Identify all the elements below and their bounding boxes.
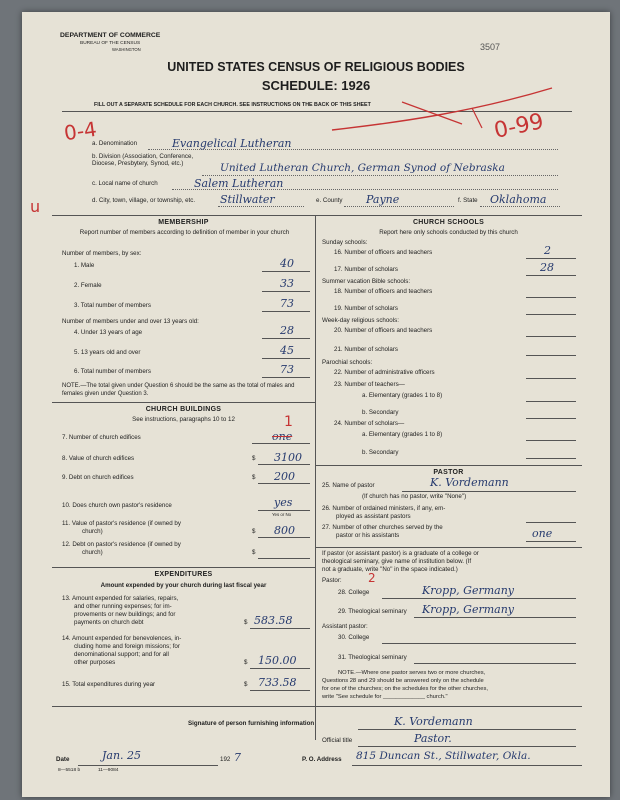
- buildings-title: CHURCH BUILDINGS: [145, 406, 222, 413]
- date-label: Date: [56, 756, 70, 763]
- pastor-name-value: K. Vordemann: [430, 476, 509, 489]
- signature-value: K. Vordemann: [394, 715, 473, 728]
- total-members-label: 3. Total number of members: [74, 302, 151, 309]
- q29-label: 29. Theological seminary: [338, 608, 407, 615]
- bureau-city: WASHINGTON: [112, 47, 141, 52]
- year-prefix: 192: [220, 756, 231, 763]
- edifice-debt-label: 9. Debt on church edifices: [62, 474, 134, 481]
- q16-value: 2: [544, 244, 551, 257]
- membership-title: MEMBERSHIP: [158, 219, 209, 226]
- q25-note: (If church has no pastor, write "None"): [362, 493, 467, 500]
- q27-line1: 27. Number of other churches served by the: [322, 524, 443, 531]
- q24-label: 24. Number of scholars—: [334, 420, 405, 427]
- weekday-schools-label: Week-day religious schools:: [322, 317, 399, 324]
- q17-label: 17. Number of scholars: [334, 266, 398, 273]
- exp13-line4: payments on church debt: [74, 619, 144, 626]
- exp13-line2: and other running expenses; for im-: [74, 603, 172, 610]
- pastor-subhead: Pastor:: [322, 577, 342, 584]
- sunday-schools-label: Sunday schools:: [322, 239, 368, 246]
- form-title: UNITED STATES CENSUS OF RELIGIOUS BODIES: [167, 60, 465, 74]
- residence-value-value: 800: [274, 524, 295, 537]
- q29-value: Kropp, Germany: [422, 603, 515, 616]
- church-name-label: c. Local name of church: [92, 180, 158, 187]
- over-13-label: 5. 13 years old and over: [74, 349, 141, 356]
- q17-value: 28: [540, 261, 554, 274]
- asst-pastor-subhead: Assistant pastor:: [322, 623, 368, 630]
- exp13-value: 583.58: [254, 614, 293, 627]
- exp15-label: 15. Total expenditures during year: [62, 681, 156, 688]
- yes-no-hint: Yes or No: [272, 512, 292, 517]
- buildings-intro: See instructions, paragraphs 10 to 12: [132, 416, 235, 423]
- date-value: Jan. 25: [102, 749, 142, 762]
- denomination-label: a. Denomination: [92, 140, 138, 147]
- q27-line2: pastor or his assistants: [336, 532, 400, 539]
- expenditures-title: EXPENDITURES: [154, 571, 213, 578]
- exp13-line1: 13. Amount expended for salaries, repairs,: [62, 595, 179, 602]
- division-label: b. Division (Association, Conference, Diocese, Presbytery, Synod, etc.): [92, 153, 194, 167]
- q24b-label: b. Secondary: [362, 449, 399, 456]
- exp14-value: 150.00: [258, 654, 297, 667]
- q16-label: 16. Number of officers and teachers: [334, 249, 433, 256]
- po-address-value: 815 Duncan St., Stillwater, Okla.: [356, 750, 531, 762]
- schools-title: CHURCH SCHOOLS: [412, 219, 485, 226]
- grad-line2: theological seminary, give name of institution below. (If: [322, 558, 472, 565]
- exp14-line4: other purposes: [74, 659, 116, 666]
- q28-value: Kropp, Germany: [422, 584, 515, 597]
- parochial-schools-label: Parochial schools:: [322, 359, 373, 366]
- q21-label: 21. Number of scholars: [334, 346, 398, 353]
- church-name-value: Salem Lutheran: [194, 177, 284, 190]
- exp14-line1: 14. Amount expended for benevolences, in-: [62, 635, 182, 642]
- female-label: 2. Female: [74, 282, 102, 289]
- instruction-line: FILL OUT A SEPARATE SCHEDULE FOR EACH CHURCH. SEE INSTRUCTIONS ON THE BACK OF THIS SHEET: [94, 102, 371, 108]
- q22-label: 22. Number of administrative officers: [334, 369, 435, 376]
- pastor-note-2: Questions 28 and 29 should be answered only on the schedule: [322, 678, 484, 684]
- county-label: e. County: [316, 197, 343, 204]
- grad-line1: If pastor (or assistant pastor) is a graduate of a college or: [322, 550, 479, 557]
- pastor-note-3: for one of the churches; on the schedules for the other churches,: [322, 686, 488, 692]
- dollar-8: $: [252, 455, 256, 462]
- under-13-label: 4. Under 13 years of age: [74, 329, 143, 336]
- denomination-value: Evangelical Lutheran: [172, 137, 292, 150]
- corner-number: 3507: [480, 42, 501, 52]
- q24a-label: a. Elementary (grades 1 to 8): [362, 431, 443, 438]
- summer-schools-label: Summer vacation Bible schools:: [322, 278, 411, 285]
- residence-value-label-2: church): [82, 528, 103, 535]
- q23-label: 23. Number of teachers—: [334, 381, 405, 388]
- red-pastor-mark: 2: [368, 571, 376, 585]
- expenditures-intro: Amount expended by your church during last fiscal year: [100, 582, 267, 589]
- q23a-label: a. Elementary (grades 1 to 8): [362, 392, 443, 399]
- red-strike-marks: [322, 82, 562, 142]
- signature-label: Signature of person furnishing information: [188, 720, 315, 727]
- q20-label: 20. Number of officers and teachers: [334, 327, 433, 334]
- dept-name: DEPARTMENT OF COMMERCE: [60, 32, 161, 39]
- dollar-11: $: [252, 528, 256, 535]
- total-members-value: 73: [280, 297, 294, 310]
- print-code-2: 11—9084: [98, 768, 119, 773]
- q23b-label: b. Secondary: [362, 409, 399, 416]
- edifices-red-value: 1: [284, 414, 293, 430]
- over-13-value: 45: [280, 344, 294, 357]
- state-value: Oklahoma: [490, 193, 547, 206]
- dollar-14: $: [244, 659, 248, 666]
- dollar-13: $: [244, 619, 248, 626]
- q26-line2: ployed as assistant pastors: [336, 513, 411, 520]
- exp14-line3: denominational support; and for all: [74, 651, 169, 658]
- q18-label: 18. Number of officers and teachers: [334, 288, 433, 295]
- exp15-value: 733.58: [258, 676, 297, 689]
- red-annotation-side: u: [30, 197, 41, 216]
- dollar-9: $: [252, 474, 256, 481]
- q28-label: 28. College: [338, 589, 370, 596]
- city-label: d. City, town, village, or township, etc.: [92, 197, 196, 204]
- grad-line3: not a graduate, write "No" in the space indicated.): [322, 566, 458, 573]
- city-value: Stillwater: [220, 193, 275, 206]
- pastor-note-1: NOTE.—Where one pastor serves two or more churches,: [338, 670, 486, 676]
- under-13-value: 28: [280, 324, 294, 337]
- red-annotation-right: 0-99: [491, 109, 546, 144]
- edifice-value-label: 8. Value of church edifices: [62, 455, 135, 462]
- q25-label: 25. Name of pastor: [322, 482, 375, 489]
- membership-intro: Report number of members according to definition of member in your church: [79, 229, 290, 236]
- year-suffix: 7: [234, 751, 241, 764]
- po-address-label: P. O. Address: [302, 756, 342, 763]
- q31-label: 31. Theological seminary: [338, 654, 407, 661]
- print-code: 8—5518 b: [58, 768, 81, 773]
- census-schedule-sheet: [22, 12, 610, 797]
- male-label: 1. Male: [74, 262, 95, 269]
- q26-line1: 26. Number of ordained ministers, if any, em-: [322, 505, 446, 512]
- bureau-name: BUREAU OF THE CENSUS: [80, 41, 141, 46]
- schedule-title: SCHEDULE: 1926: [261, 78, 371, 93]
- residence-owned-label: 10. Does church own pastor's residence: [62, 502, 172, 509]
- dollar-15: $: [244, 681, 248, 688]
- residence-owned-value: yes: [274, 496, 293, 509]
- q27-value: one: [532, 527, 553, 540]
- official-title-label: Official title: [322, 737, 353, 744]
- exp13-line3: provements or new buildings; and for: [74, 611, 176, 618]
- schools-intro: Report here only schools conducted by this church: [379, 229, 518, 236]
- q19-label: 19. Number of scholars: [334, 305, 398, 312]
- edifices-value: one: [272, 430, 293, 443]
- exp14-line2: cluding home and foreign missions; for: [74, 643, 180, 650]
- female-value: 33: [280, 277, 294, 290]
- state-label: f. State: [458, 197, 478, 204]
- red-annotation-left: 0-4: [62, 116, 99, 146]
- dollar-12: $: [252, 549, 256, 556]
- residence-value-label-1: 11. Value of pastor's residence (if owned by: [62, 520, 181, 527]
- members-by-sex-label: Number of members, by sex:: [62, 250, 142, 257]
- total-members-age-label: 6. Total number of members: [74, 368, 151, 375]
- residence-debt-label-1: 12. Debt on pastor's residence (if owned by: [62, 541, 181, 548]
- pastor-title: PASTOR: [433, 469, 464, 476]
- edifices-label: 7. Number of church edifices: [62, 434, 141, 441]
- total-members-age-value: 73: [280, 363, 294, 376]
- edifice-debt-value: 200: [274, 470, 295, 483]
- members-by-age-label: Number of members under and over 13 years old:: [62, 318, 199, 325]
- official-title-value: Pastor.: [414, 732, 452, 745]
- division-value: United Lutheran Church, German Synod of Nebraska: [220, 162, 505, 174]
- male-value: 40: [280, 257, 294, 270]
- edifice-value-value: 3100: [274, 451, 302, 464]
- q30-label: 30. College: [338, 634, 370, 641]
- membership-note: NOTE.—The total given under Question 6 should be the same as the total of males and females given under Question 3.: [62, 383, 295, 397]
- pastor-note-4: write "See schedule for _____________ church.": [322, 694, 448, 700]
- county-value: Payne: [366, 193, 400, 206]
- residence-debt-label-2: church): [82, 549, 103, 556]
